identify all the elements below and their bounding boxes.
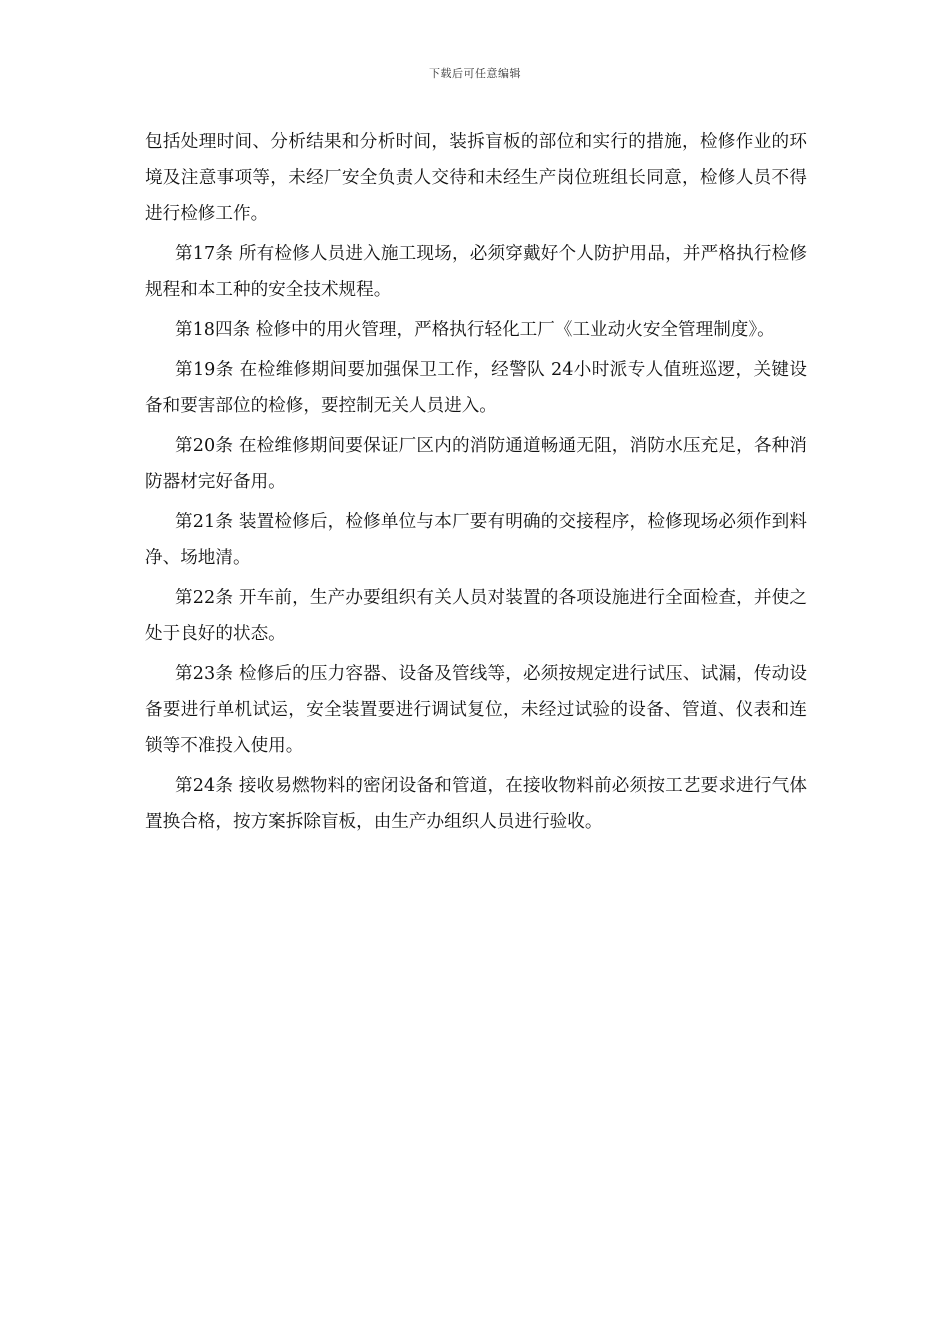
paragraph-article-23: 第23条 检修后的压力容器、设备及管线等，必须按规定进行试压、试漏，传动设备要进行单机试运，安全装置要进行调试复位，未经过试验的设备、管道、仪表和连锁等不准投入使用。 [145, 664, 807, 756]
paragraph-article-22: 第22条 开车前，生产办要组织有关人员对装置的各项设施进行全面检查，并使之处于良好的状态。 [145, 588, 807, 644]
paragraph-article-18: 第18四条 检修中的用火管理，严格执行轻化工厂《工业动火安全管理制度》。 [175, 320, 775, 340]
paragraph-article-21: 第21条 装置检修后，检修单位与本厂要有明确的交接程序，检修现场必须作到料净、场地清。 [145, 512, 807, 568]
document-body [145, 124, 807, 844]
paragraph-article-20: 第20条 在检维修期间要保证厂区内的消防通道畅通无阻，消防水压充足，各种消防器材完好备用。 [145, 436, 807, 492]
page-header: 下载后可任意编辑 [429, 67, 521, 80]
paragraph-continued: 包括处理时间、分析结果和分析时间，装拆盲板的部位和实行的措施，检修作业的环境及注意事项等，未经厂安全负责人交待和未经生产岗位班组长同意，检修人员不得进行检修工作。 [145, 132, 807, 224]
paragraph-article-17: 第17条 所有检修人员进入施工现场，必须穿戴好个人防护用品，并严格执行检修规程和本工种的安全技术规程。 [145, 244, 807, 300]
paragraph-article-24: 第24条 接收易燃物料的密闭设备和管道，在接收物料前必须按工艺要求进行气体置换合格，按方案拆除盲板，由生产办组织人员进行验收。 [145, 776, 807, 832]
paragraph-article-19: 第19条 在检维修期间要加强保卫工作，经警队 24小时派专人值班巡逻，关键设备和要害部位的检修，要控制无关人员进入。 [145, 360, 807, 416]
